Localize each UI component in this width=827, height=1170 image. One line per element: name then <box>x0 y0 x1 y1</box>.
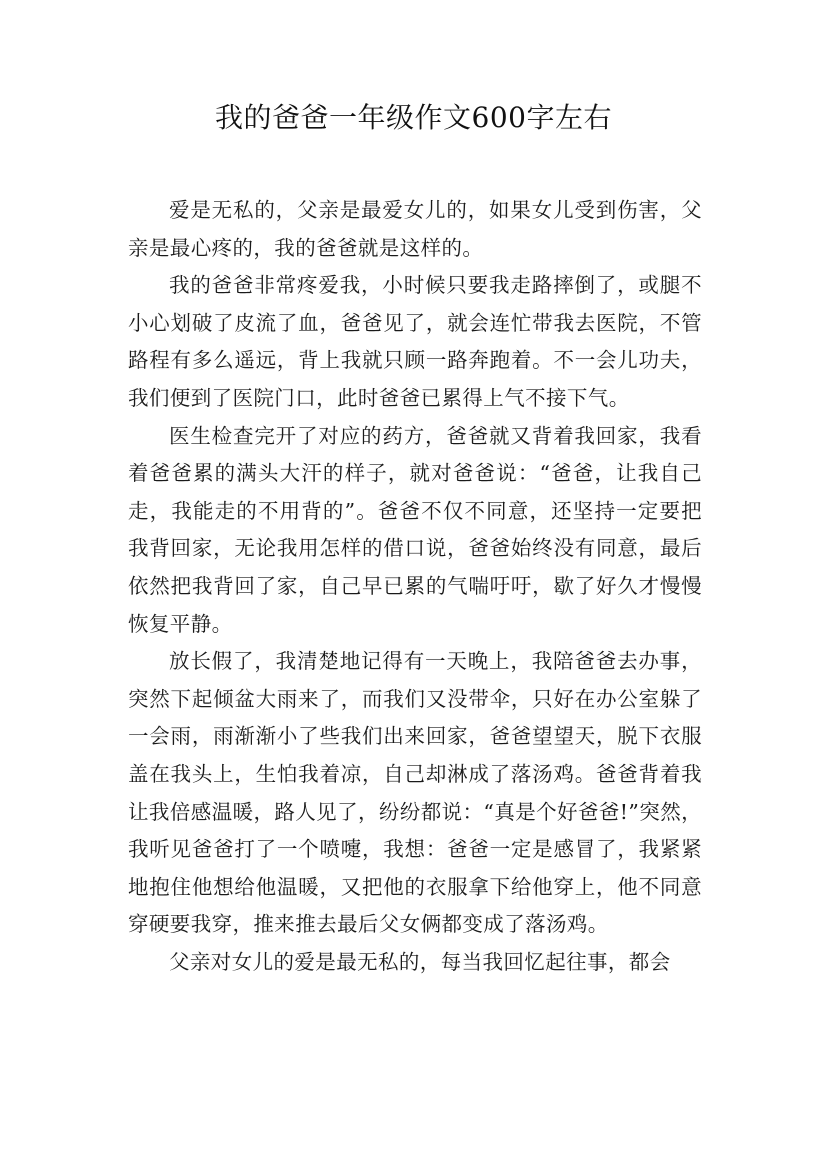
paragraph-5: 父亲对女儿的爱是最无私的，每当我回忆起往事，都会 <box>169 949 671 974</box>
document-title: 我的爸爸一年级作文600字左右 <box>215 101 612 134</box>
paragraph-1: 爱是无私的，父亲是最爱女儿的，如果女儿受到伤害，父亲是最心疼的，我的爸爸就是这样的。 <box>128 198 702 260</box>
paragraph-3: 医生检查完开了对应的药方，爸爸就又背着我回家，我看着爸爸累的满头大汗的样子，就对爸爸说：“爸爸，让我自己走，我能走的不用背的”。爸爸不仅不同意，还坚持一定要把我背回家，无论我用怎样的借口说，爸爸始终没有同意，最后依然把我背回了家，自己早已累的气喘吁吁，歇了好久才慢慢恢复平静。 <box>128 423 702 636</box>
article-body <box>128 192 702 981</box>
paragraph-2: 我的爸爸非常疼爱我，小时候只要我走路摔倒了，或腿不小心划破了皮流了血，爸爸见了，就会连忙带我去医院，不管路程有多么遥远，背上我就只顾一路奔跑着。不一会儿功夫，我们便到了医院门口，此时爸爸已累得上气不接下气。 <box>128 273 702 410</box>
paragraph-4: 放长假了，我清楚地记得有一天晚上，我陪爸爸去办事，突然下起倾盆大雨来了，而我们又没带伞，只好在办公室躲了一会雨，雨渐渐小了些我们出来回家，爸爸望望天，脱下衣服盖在我头上，生怕我着凉，自己却淋成了落汤鸡。爸爸背着我让我倍感温暖，路人见了，纷纷都说：“真是个好爸爸!”突然，我听见爸爸打了一个喷嚏，我想：爸爸一定是感冒了，我紧紧地抱住他想给他温暖，又把他的衣服拿下给他穿上，他不同意穿硬要我穿，推来推去最后父女俩都变成了落汤鸡。 <box>128 649 702 937</box>
